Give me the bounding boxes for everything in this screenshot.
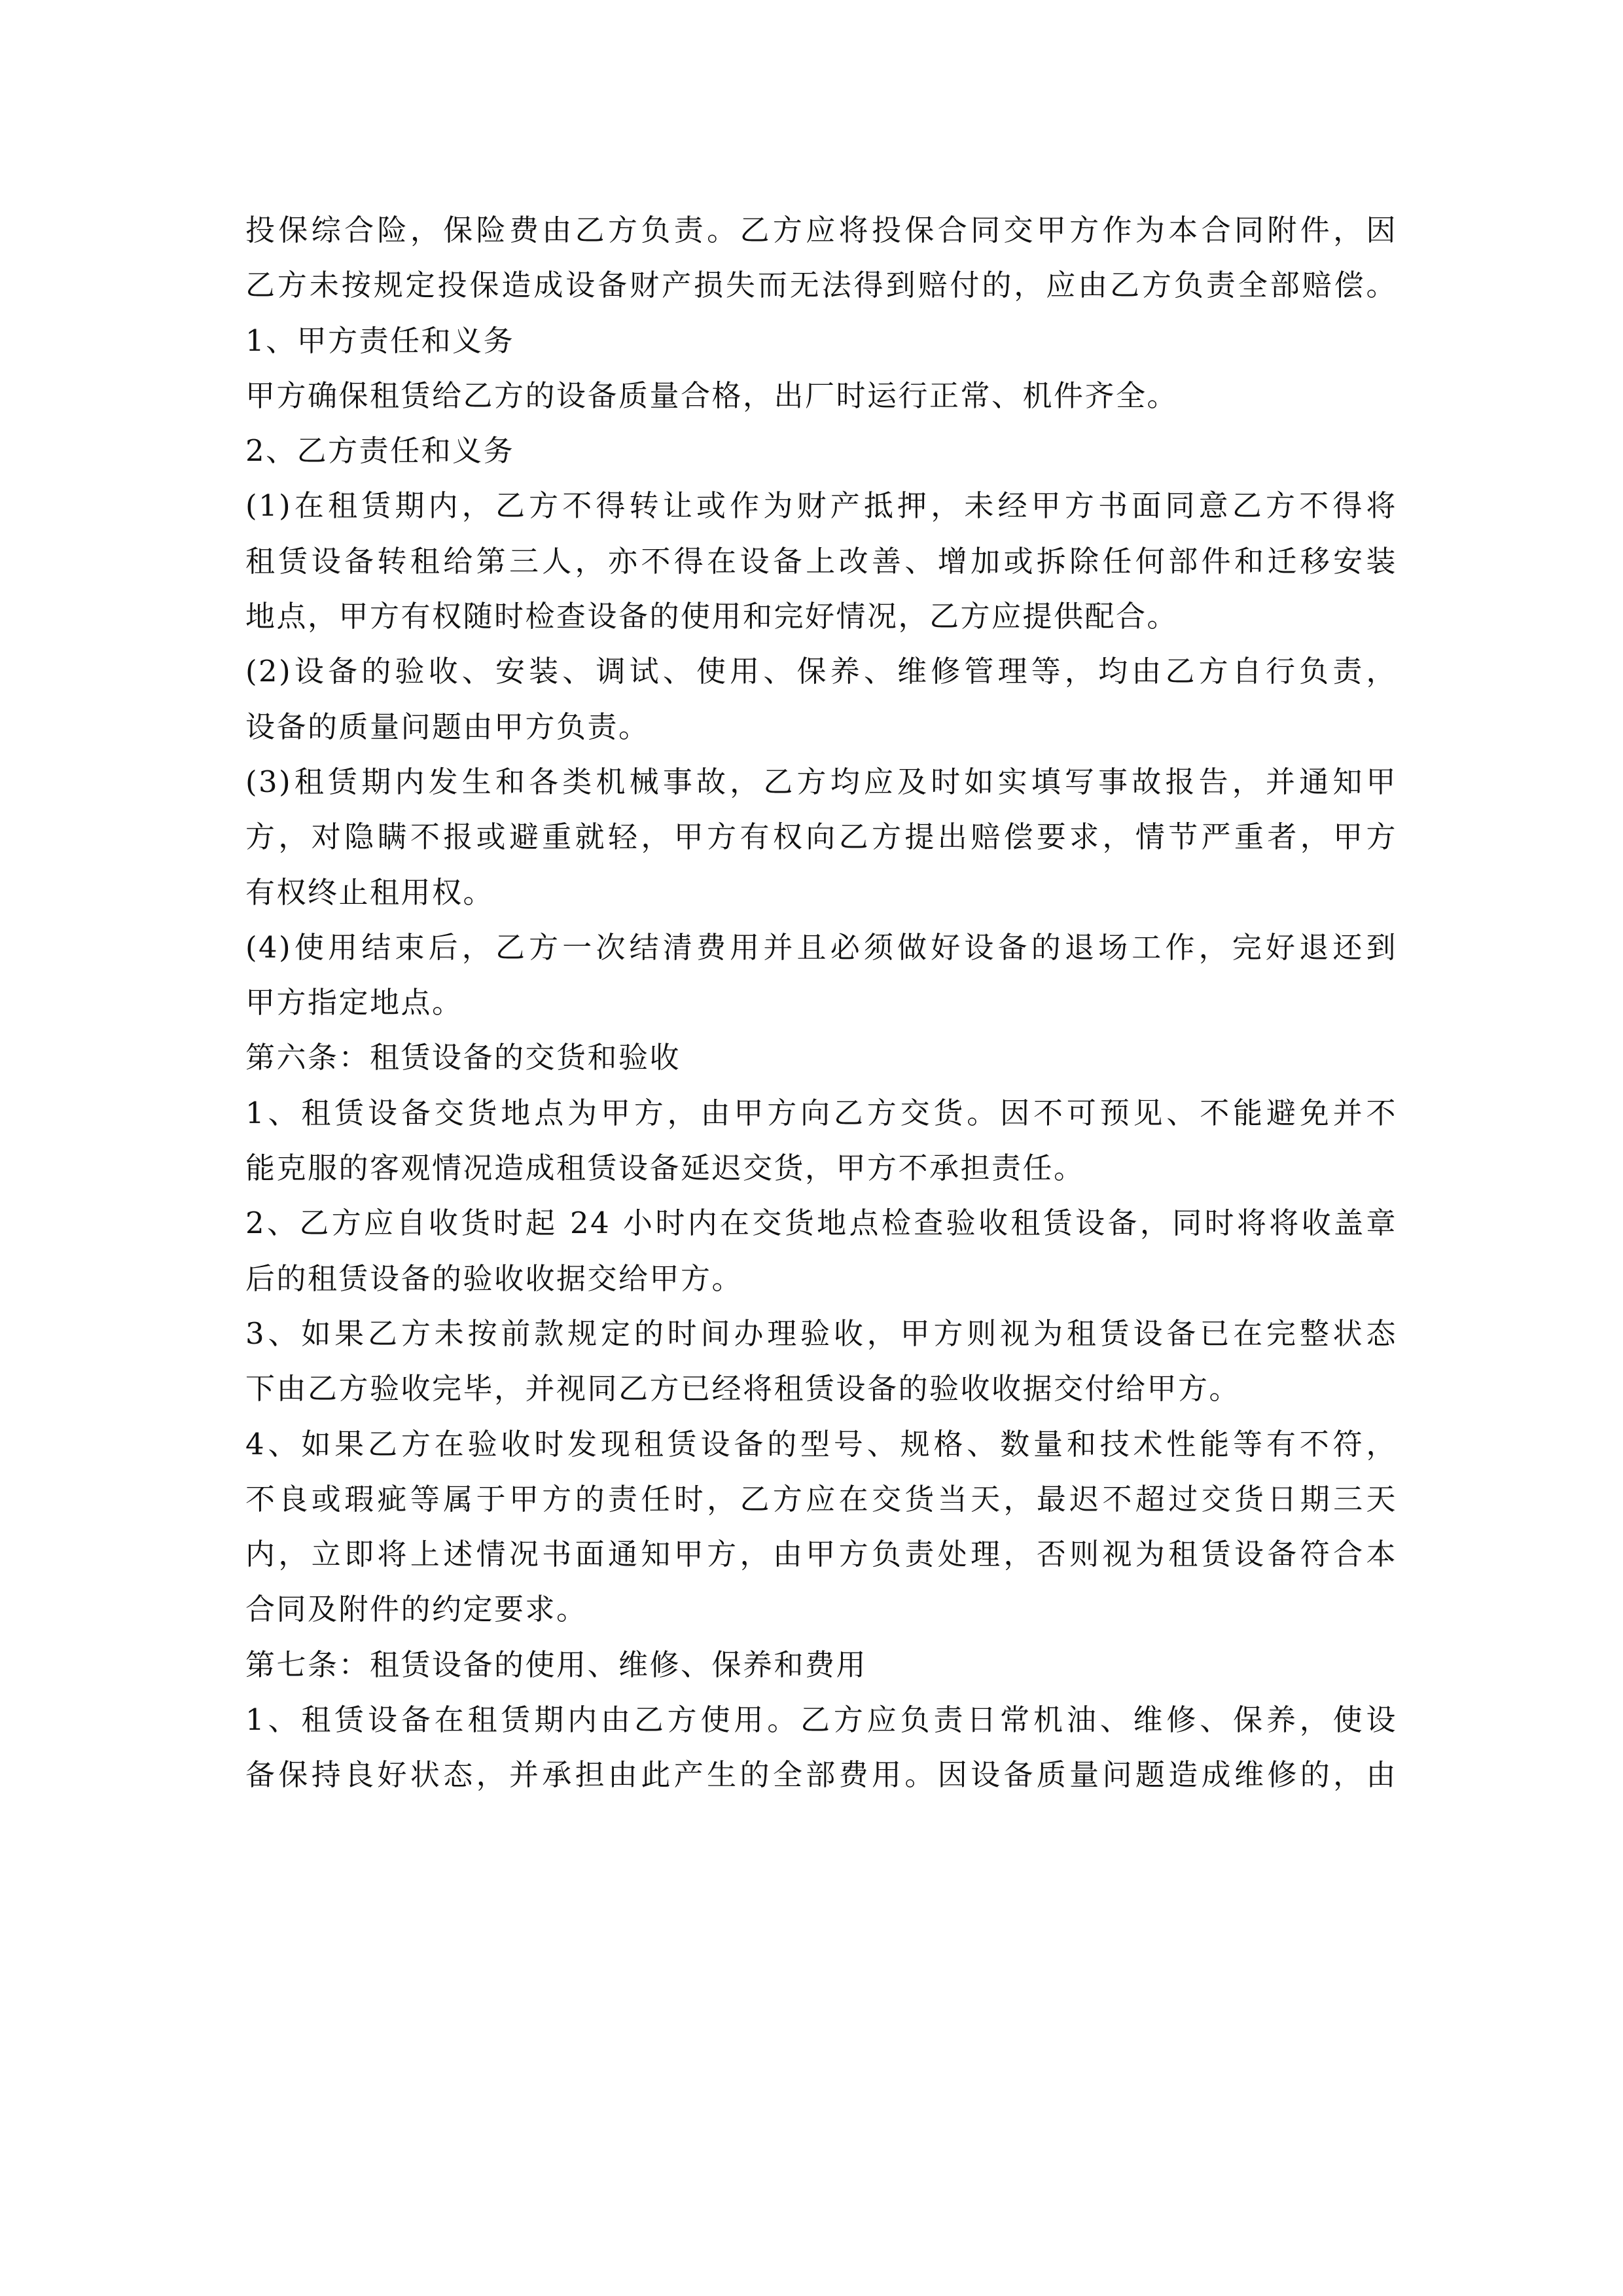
text-line: 不良或瑕疵等属于甲方的责任时，乙方应在交货当天，最迟不超过交货日期三天 <box>245 1481 1397 1516</box>
text-line: 方，对隐瞒不报或避重就轻，甲方有权向乙方提出赔偿要求，情节严重者，甲方 <box>245 819 1397 855</box>
section-heading: 1、甲方责任和义务 <box>245 323 515 358</box>
text-line: (2)设备的验收、安装、调试、使用、保养、维修管理等，均由乙方自行负责， <box>245 654 1397 689</box>
text-line: 4、如果乙方在验收时发现租赁设备的型号、规格、数量和技术性能等有不符， <box>245 1426 1397 1462</box>
text-line: 能克服的客观情况造成租赁设备延迟交货，甲方不承担责任。 <box>245 1151 1085 1186</box>
text-line: 租赁设备转租给第三人，亦不得在设备上改善、增加或拆除任何部件和迁移安装 <box>245 543 1397 579</box>
text-line: 下由乙方验收完毕，并视同乙方已经将租赁设备的验收收据交付给甲方。 <box>245 1371 1241 1407</box>
text-line: 合同及附件的约定要求。 <box>245 1592 588 1627</box>
text-line: 1、租赁设备交货地点为甲方，由甲方向乙方交货。因不可预见、不能避免并不 <box>245 1095 1397 1130</box>
text-line: 备保持良好状态，并承担由此产生的全部费用。因设备质量问题造成维修的，由 <box>245 1757 1397 1793</box>
text-line: 乙方未按规定投保造成设备财产损失而无法得到赔付的，应由乙方负责全部赔偿。 <box>245 268 1397 303</box>
text-line: 投保综合险，保险费由乙方负责。乙方应将投保合同交甲方作为本合同附件，因 <box>245 213 1397 247</box>
text-line: 设备的质量问题由甲方负责。 <box>245 709 650 744</box>
text-line: (1)在租赁期内，乙方不得转让或作为财产抵押，未经甲方书面同意乙方不得将 <box>245 488 1397 524</box>
article-heading: 第七条：租赁设备的使用、维修、保养和费用 <box>245 1647 868 1682</box>
text-line: 甲方确保租赁给乙方的设备质量合格，出厂时运行正常、机件齐全。 <box>245 378 1179 413</box>
text-line: 2、乙方应自收货时起 24 小时内在交货地点检查验收租赁设备，同时将将收盖章 <box>245 1206 1397 1241</box>
text-line: 1、租赁设备在租赁期内由乙方使用。乙方应负责日常机油、维修、保养，使设 <box>245 1702 1397 1738</box>
article-heading: 第六条：租赁设备的交货和验收 <box>245 1040 681 1075</box>
text-line: 地点，甲方有权随时检查设备的使用和完好情况，乙方应提供配合。 <box>245 599 1179 634</box>
text-line: 有权终止租用权。 <box>245 874 495 910</box>
text-line: 甲方指定地点。 <box>245 985 463 1020</box>
document-body <box>245 203 1397 1803</box>
text-line: (3)租赁期内发生和各类机械事故，乙方均应及时如实填写事故报告，并通知甲 <box>245 764 1397 799</box>
text-line: 后的租赁设备的验收收据交给甲方。 <box>245 1261 743 1296</box>
text-line: 3、如果乙方未按前款规定的时间办理验收，甲方则视为租赁设备已在完整状态 <box>245 1316 1397 1351</box>
section-heading: 2、乙方责任和义务 <box>245 433 515 469</box>
text-line: (4)使用结束后，乙方一次结清费用并且必须做好设备的退场工作，完好退还到 <box>245 929 1397 965</box>
text-line: 内，立即将上述情况书面通知甲方，由甲方负责处理，否则视为租赁设备符合本 <box>245 1537 1397 1572</box>
